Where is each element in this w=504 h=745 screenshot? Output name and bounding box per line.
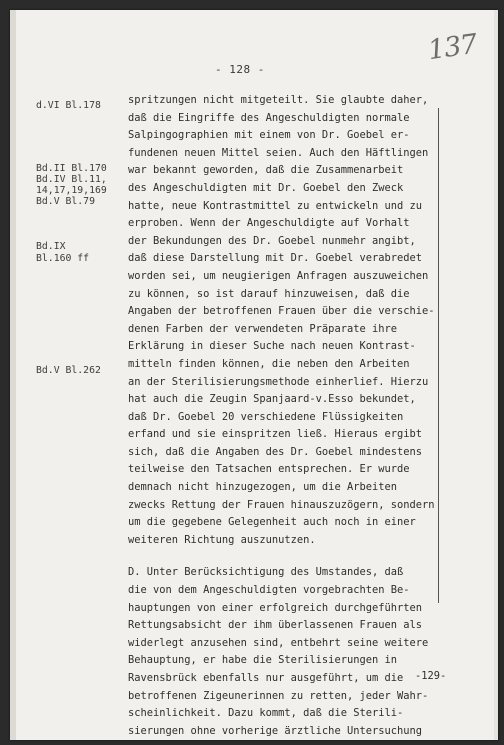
text-line: mitteln finden können, die neben den Arbeiten: [128, 357, 410, 370]
text-line: erproben. Wenn der Angeschuldigte auf Vorhalt: [128, 217, 410, 230]
text-line: zwecks Rettung der Frauen hinauszuzögern, sondern: [128, 498, 435, 511]
text-line: Salpingographien mit einem von Dr. Goebel er-: [128, 129, 410, 142]
text-line: an der Sterilisierungsmethode einherlief. Hierzu: [128, 375, 429, 388]
text-line: daß die Eingriffe des Angeschuldigten normale: [128, 111, 410, 124]
text-line: worden sei, um neugierigen Anfragen auszuweichen: [128, 269, 429, 282]
text-line: hatte, neue Kontrastmittel zu entwickeln und zu: [128, 199, 423, 212]
text-line: Rettungsabsicht der ihm überlassenen Frauen als: [128, 619, 423, 632]
margin-note: d.VI Bl.178: [36, 100, 101, 111]
text-line: Behauptung, er habe die Sterilisierungen in: [128, 654, 397, 667]
text-line: demnach nicht hinzugezogen, um die Arbeiten: [128, 481, 397, 494]
margin-note: Bd.IX: [36, 241, 66, 252]
page-edge-left: [10, 10, 16, 740]
text-line: hat auch die Zeugin Spanjaard-v.Esso bekundet,: [128, 393, 416, 406]
margin-note: Bd.II Bl.170: [36, 163, 107, 174]
margin-note: Bd.V Bl.79: [36, 196, 95, 207]
page-number: - 128 -: [215, 63, 265, 76]
text-line: Ravensbrück ebenfalls nur ausgeführt, um die: [128, 672, 404, 684]
paragraph: [128, 564, 458, 740]
text-line: daß diese Darstellung mit Dr. Goebel verabredet: [128, 252, 423, 265]
text-line: zu können, so ist darauf hinzuweisen, daß die: [128, 287, 410, 300]
document-page: [10, 10, 498, 740]
text-line: Erklärung in dieser Suche nach neuen Kontrast-: [128, 340, 416, 353]
text-line: spritzungen nicht mitgeteilt. Sie glaubte daher,: [128, 94, 429, 106]
text-line: weiteren Richtung auszunutzen.: [128, 533, 316, 546]
text-line: scheinlichkeit. Dazu kommt, daß die Sterili-: [128, 707, 404, 720]
text-line: sierungen ohne vorherige ärztliche Untersuchung: [128, 724, 423, 737]
margin-note: Bl.160 ff: [36, 253, 90, 264]
paragraph: [128, 92, 458, 549]
text-line: D. Unter Berücksichtigung des Umstandes, daß: [128, 566, 404, 579]
text-line: sich, daß die Angaben des Dr. Goebel mindestens: [128, 445, 423, 458]
text-line: Angaben der betroffenen Frauen über die verschie-: [128, 305, 435, 318]
text-line: des Angeschuldigten mit Dr. Goebel den Zweck: [128, 181, 404, 194]
margin-note: Bd.V Bl.262: [36, 365, 101, 376]
text-line: teilweise den Tatsachen entsprechen. Er wurde: [128, 463, 410, 476]
handwritten-page-number: 137: [426, 28, 479, 67]
text-line: die von dem Angeschuldigten vorgebrachten Be-: [128, 584, 410, 597]
text-line: fundenen neuen Mittel seien. Auch den Häftlingen: [128, 146, 429, 159]
text-line: widerlegt anzusehen sind, entbehrt seine weitere: [128, 636, 429, 649]
text-line: betroffenen Zigeunerinnen zu retten, jeder Wahr-: [128, 689, 429, 702]
text-line: denen Farben der verwendeten Präparate ihre: [128, 322, 397, 335]
margin-note: 14,17,19,169: [36, 185, 107, 196]
text-line: hauptungen von einer erfolgreich durchgeführten: [128, 601, 423, 614]
text-line: der Bekundungen des Dr. Goebel nunmehr angibt,: [128, 234, 416, 247]
text-line: erfand und sie einspritzen ließ. Hieraus ergibt: [128, 428, 423, 441]
text-line: daß Dr. Goebel 20 verschiedene Flüssigkeiten: [128, 410, 404, 423]
margin-note: Bd.IV Bl.11,: [36, 174, 107, 185]
page-edge-right: [494, 10, 498, 740]
text-line: um die gegebene Gelegenheit auch noch in einer: [128, 516, 416, 529]
body-text: [128, 92, 458, 740]
next-page-marker: -129-: [415, 670, 447, 682]
text-line: war bekannt geworden, daß die Zusammenarbeit: [128, 164, 404, 177]
